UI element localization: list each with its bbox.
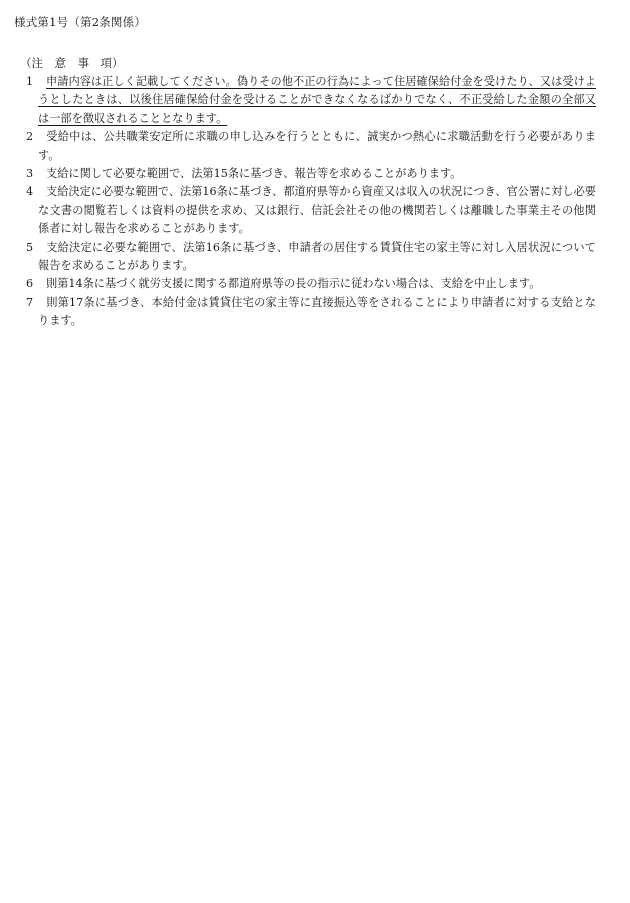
note-item-3 bbox=[26, 165, 596, 183]
note-number: 3 bbox=[26, 167, 34, 181]
note-text: 則第17条に基づき、本給付金は賃貸住宅の家主等に直接振込等をされることにより申請者に対する支給となります。 bbox=[38, 295, 596, 328]
notes-list bbox=[26, 73, 596, 331]
note-item-5 bbox=[26, 239, 596, 276]
note-number: 6 bbox=[26, 277, 34, 291]
note-text: 支給決定に必要な範囲で、法第16条に基づき、申請者の居住する賃貸住宅の家主等に対し入居状況について報告を求めることがあります。 bbox=[38, 240, 596, 273]
note-number: 4 bbox=[26, 185, 34, 199]
note-text: 受給中は、公共職業安定所に求職の申し込みを行うとともに、誠実かつ熱心に求職活動を行う必要があります。 bbox=[38, 130, 596, 162]
note-text: 支給決定に必要な範囲で、法第16条に基づき、都道府県等から資産又は収入の状況につき、官公署に対し必要な文書の閲覧若しくは資料の提供を求め、又は銀行、信託会社その他の機関若しくは離職した事業主その他関係者に対し報告を求めることがあります。 bbox=[38, 185, 596, 236]
note-number: 5 bbox=[26, 240, 34, 254]
note-text: 則第14条に基づく就労支援に関する都道府県等の長の指示に従わない場合は、支給を中止します。 bbox=[46, 277, 541, 291]
form-number-label: 様式第1号（第2条関係） bbox=[14, 15, 147, 29]
note-item-1 bbox=[26, 73, 596, 128]
note-item-4 bbox=[26, 183, 596, 238]
note-text: 申請内容は正しく記載してください。偽りその他不正の行為によって住居確保給付金を受けたり、又は受けようとしたときは、以後住居確保給付金を受けることができなくなるばかりでなく、不正受給した金額の全部又は一部を徴収されることとなります。 bbox=[38, 75, 596, 125]
note-item-2 bbox=[26, 128, 596, 165]
note-item-7 bbox=[26, 294, 596, 331]
note-number: 7 bbox=[26, 295, 34, 309]
note-item-6 bbox=[26, 275, 596, 293]
note-number: 2 bbox=[26, 130, 34, 144]
note-text: 支給に関して必要な範囲で、法第15条に基づき、報告等を求めることがあります。 bbox=[46, 167, 462, 181]
notes-heading: （注 意 事 項） bbox=[20, 56, 124, 70]
note-number: 1 bbox=[26, 75, 34, 88]
